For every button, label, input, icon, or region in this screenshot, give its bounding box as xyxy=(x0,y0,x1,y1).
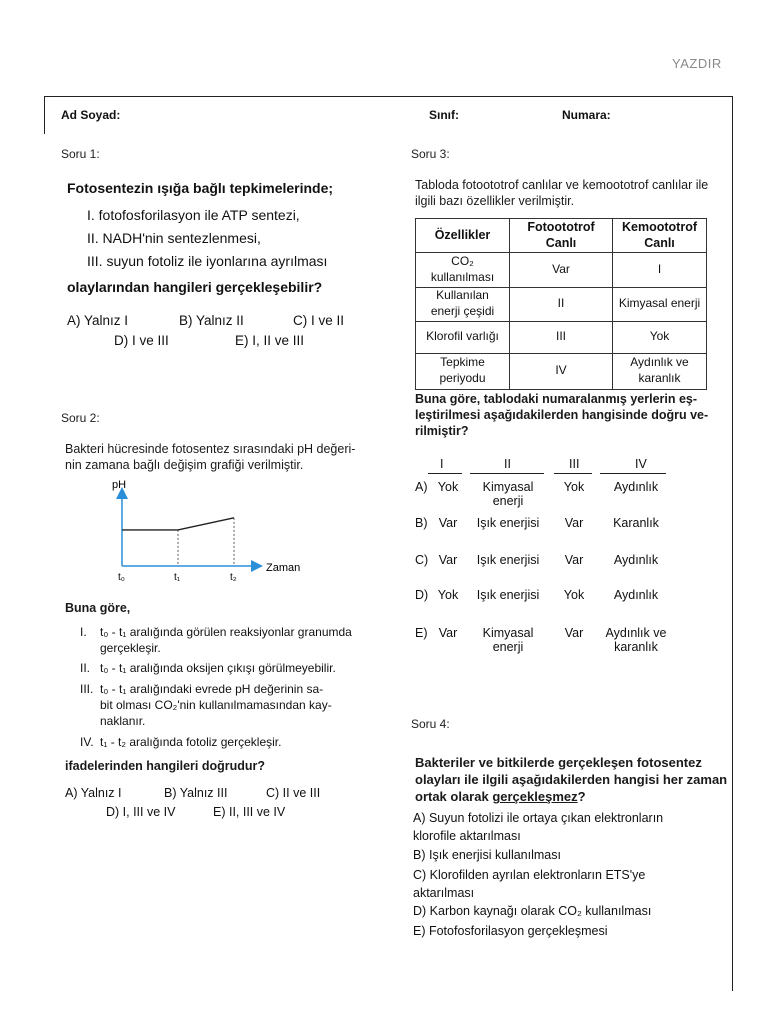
q3-intro-1: Tabloda fotoototrof canlılar ve kemoototrof canlılar ile xyxy=(415,178,709,192)
q3-label: Soru 3: xyxy=(411,147,450,161)
q2-item-4: t₁ - t₂ aralığında fotoliz gerçekleşir. xyxy=(100,735,282,749)
q1-item-3: III. suyun fotoliz ile iyonlarına ayrılması xyxy=(87,253,328,269)
q2-roman-3: III. xyxy=(80,682,94,696)
table-row xyxy=(416,321,707,353)
q1-item-2: II. NADH'nin sentezlenmesi, xyxy=(87,230,261,246)
q4-question-3-emphasis: gerçekleşmez xyxy=(492,789,578,804)
table-cell: Yok xyxy=(613,321,707,353)
q2-item-2: t₀ - t₁ aralığında oksijen çıkışı görülmeyebilir. xyxy=(100,661,336,675)
q3-a-IV: Aydınlık xyxy=(613,480,659,494)
q3-col-rule xyxy=(554,473,592,474)
frame-left-edge xyxy=(44,96,45,134)
q3-e-I: Var xyxy=(438,626,458,640)
table-cell: Aydınlık ve karanlık xyxy=(613,353,707,389)
q4-option-e[interactable]: E) Fotofosforilasyon gerçekleşmesi xyxy=(413,924,608,938)
table-header: Fotoototrof Canlı xyxy=(510,219,613,253)
q3-option-c[interactable]: C) xyxy=(415,553,429,567)
x-tick-label: t₂ xyxy=(230,572,237,583)
table-cell: II xyxy=(510,287,613,321)
table-cell: Kullanılan enerji çeşidi xyxy=(416,287,510,321)
y-axis-label: pH xyxy=(112,479,127,491)
q3-col-I: I xyxy=(440,457,444,471)
table-header: Kemoototrof Canlı xyxy=(613,219,707,253)
x-tick-label: t₁ xyxy=(174,572,181,583)
q3-col-IV: IV xyxy=(635,457,647,471)
number-label: Numara: xyxy=(562,108,611,122)
q3-c-III: Var xyxy=(564,553,584,567)
q2-item-1a: t₀ - t₁ aralığında görülen reaksiyonlar granumda xyxy=(100,625,352,639)
q2-intro-2: nin zamana bağlı değişim grafiği verilmiştir. xyxy=(65,458,304,472)
class-label: Sınıf: xyxy=(429,108,459,122)
q3-question-1: Buna göre, tablodaki numaralanmış yerlerin eş- xyxy=(415,392,698,406)
table-cell: Klorofil varlığı xyxy=(416,321,510,353)
q2-item-1b: gerçekleşir. xyxy=(100,641,161,655)
q4-option-d[interactable]: D) Karbon kaynağı olarak CO₂ kullanılması xyxy=(413,904,652,918)
q3-col-rule xyxy=(470,473,544,474)
q4-question-1: Bakteriler ve bitkilerde gerçekleşen fotosentez xyxy=(415,755,702,770)
q2-item-3a: t₀ - t₁ aralığındaki evrede pH değerinin sa- xyxy=(100,682,324,696)
ph-series-line xyxy=(122,518,234,530)
table-cell: CO₂ kullanılması xyxy=(416,252,510,287)
q3-col-rule xyxy=(600,473,666,474)
q1-option-e[interactable]: E) I, II ve III xyxy=(235,333,305,348)
table-cell: Kimyasal enerji xyxy=(613,287,707,321)
q3-e-IV: Aydınlık ve karanlık xyxy=(605,626,667,654)
q2-option-d[interactable]: D) I, III ve IV xyxy=(106,805,176,819)
q3-features-table xyxy=(415,218,707,390)
q2-roman-2: II. xyxy=(80,661,91,675)
table-cell: Tepkime periyodu xyxy=(416,353,510,389)
q2-question: ifadelerinden hangileri doğrudur? xyxy=(65,759,266,773)
q2-label: Soru 2: xyxy=(61,411,100,425)
q4-option-c[interactable]: C) Klorofilden ayrılan elektronların ETS'ye aktarılması xyxy=(413,868,646,900)
q3-question-2: leştirilmesi aşağıdakilerden hangisinde doğru ve- xyxy=(415,408,709,422)
q3-a-III: Yok xyxy=(563,480,585,494)
q2-roman-1: I. xyxy=(80,625,87,639)
q3-c-II: Işık enerjisi xyxy=(476,553,540,567)
x-axis-label: Zaman xyxy=(266,562,301,574)
q4-option-a[interactable]: A) Suyun fotolizi ile ortaya çıkan elektronların klorofile aktarılması xyxy=(413,811,664,843)
name-label: Ad Soyad: xyxy=(61,108,121,122)
q3-question-3: rilmiştir? xyxy=(415,424,469,438)
q3-option-e[interactable]: E) xyxy=(415,626,428,640)
frame-right-edge xyxy=(732,96,733,991)
table-cell: I xyxy=(613,252,707,287)
q1-item-1: I. fotofosforilasyon ile ATP sentezi, xyxy=(87,207,300,223)
table-cell: Var xyxy=(510,252,613,287)
q2-item-3c: naklanır. xyxy=(100,714,146,728)
table-row xyxy=(416,353,707,389)
q3-b-III: Var xyxy=(564,516,584,530)
q1-label: Soru 1: xyxy=(61,147,100,161)
q3-d-III: Yok xyxy=(563,588,585,602)
q3-b-II: Işık enerjisi xyxy=(476,516,540,530)
q3-a-II: Kimyasal enerji xyxy=(482,480,534,508)
q3-c-IV: Aydınlık xyxy=(613,553,659,567)
print-button[interactable]: YAZDIR xyxy=(672,56,722,71)
q3-option-d[interactable]: D) xyxy=(415,588,429,602)
q2-option-e[interactable]: E) II, III ve IV xyxy=(213,805,286,819)
q4-option-b[interactable]: B) Işık enerjisi kullanılması xyxy=(413,848,561,862)
ph-time-chart xyxy=(100,478,320,588)
q3-a-I: Yok xyxy=(437,480,459,494)
q2-roman-4: IV. xyxy=(80,735,94,749)
q3-b-I: Var xyxy=(438,516,458,530)
q3-e-III: Var xyxy=(564,626,584,640)
q3-d-IV: Aydınlık xyxy=(613,588,659,602)
q3-c-I: Var xyxy=(438,553,458,567)
q4-question-2: olayları ile ilgili aşağıdakilerden hangisi her zaman xyxy=(415,772,728,787)
q3-b-IV: Karanlık xyxy=(613,516,659,530)
q1-option-d[interactable]: D) I ve III xyxy=(114,333,169,348)
q1-title: Fotosentezin ışığa bağlı tepkimelerinde; xyxy=(67,180,334,196)
q2-intro-1: Bakteri hücresinde fotosentez sırasındaki pH değeri- xyxy=(65,442,356,456)
q4-question-3-prefix: ortak olarak xyxy=(415,789,493,804)
q4-question-3 xyxy=(415,788,586,806)
q1-option-b[interactable]: B) Yalnız II xyxy=(179,313,244,328)
q2-item-3b: bit olması CO₂'nin kullanılmamasından kay- xyxy=(100,698,332,712)
q3-col-rule xyxy=(428,473,462,474)
q2-buna-gore: Buna göre, xyxy=(65,601,131,615)
q2-option-c[interactable]: C) II ve III xyxy=(266,786,321,800)
x-tick-label: t₀ xyxy=(118,572,125,583)
table-cell: III xyxy=(510,321,613,353)
table-row xyxy=(416,287,707,321)
table-row xyxy=(416,252,707,287)
q1-question: olaylarından hangileri gerçekleşebilir? xyxy=(67,279,323,295)
q3-col-III: III xyxy=(569,457,580,471)
q3-d-I: Yok xyxy=(437,588,459,602)
q3-intro-2: ilgili bazı özellikler verilmiştir. xyxy=(415,194,575,208)
q4-question-3-suffix: ? xyxy=(577,789,586,804)
table-cell: IV xyxy=(510,353,613,389)
q3-option-b[interactable]: B) xyxy=(415,516,428,530)
q2-option-b[interactable]: B) Yalnız III xyxy=(164,786,228,800)
table-header: Özellikler xyxy=(416,219,510,253)
q3-option-a[interactable]: A) xyxy=(415,480,428,494)
q4-label: Soru 4: xyxy=(411,717,450,731)
q1-option-a[interactable]: A) Yalnız I xyxy=(67,313,129,328)
q3-e-II: Kimyasal enerji xyxy=(482,626,534,654)
q3-col-II: II xyxy=(504,457,511,471)
q2-option-a[interactable]: A) Yalnız I xyxy=(65,786,122,800)
q3-d-II: Işık enerjisi xyxy=(476,588,540,602)
q1-option-c[interactable]: C) I ve II xyxy=(293,313,345,328)
